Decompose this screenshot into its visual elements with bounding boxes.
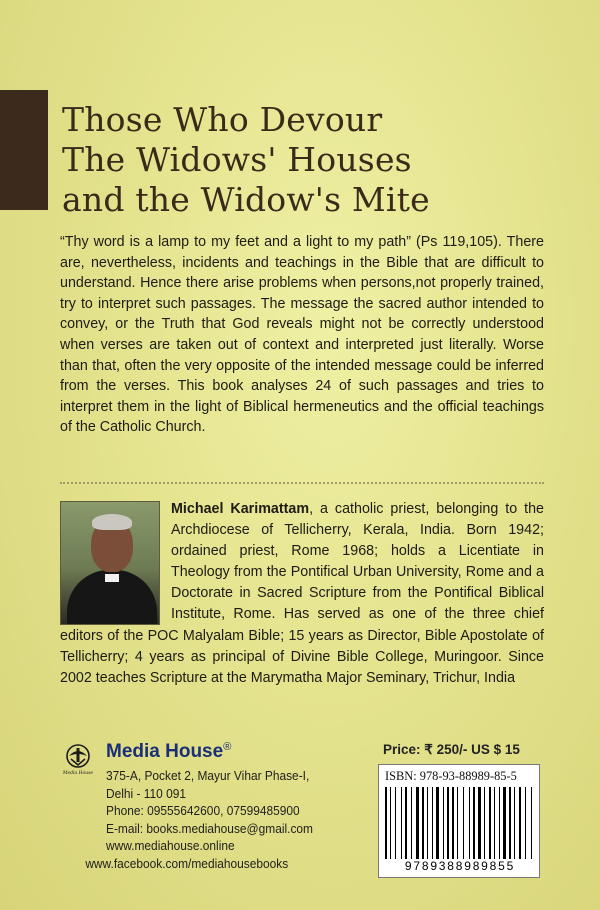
isbn-label: ISBN: 978-93-88989-85-5 [385, 769, 517, 783]
publisher-logo-icon [60, 740, 96, 776]
barcode-panel [378, 764, 540, 878]
publisher-address-2: Delhi - 110 091 [106, 786, 187, 801]
publisher-address-1: 375-A, Pocket 2, Mayur Vihar Phase-I, [106, 769, 310, 783]
publisher-logo-text: Media House [62, 771, 94, 776]
publisher-website: www.mediahouse.online [106, 839, 235, 854]
author-bio-text: , a catholic priest, belonging to the Archdiocese of Tellicherry, Kerala, India. Born 1942; ordained priest, Rome 1968; holds a Licentiate in Theology from the Pontifical Urban University, Rome and a Doctorate in Sacred Scripture from the Pontifical Biblical Institute, Rome. Has served as one of the three chief editors of the POC Malyalam Bible; 15 years as Director, Bible Apostolate of Tellicherry; 4 years as principal of Divine Bible College, Muringoor. Since 2002 teaches Scripture at the Marymatha Major Seminary, Trichur, India [60, 501, 544, 686]
price-label: Price: ₹ 250/- US $ 15 [383, 742, 520, 757]
registered-mark: ® [223, 741, 232, 753]
barcode-digits: 9789388989855 [381, 859, 539, 873]
title-line-1: Those Who Devour [62, 100, 383, 139]
publisher-contact [85, 768, 350, 874]
barcode [385, 787, 535, 861]
title-line-2: The Widows' Houses [62, 140, 412, 179]
book-blurb: “Thy word is a lamp to my feet and a light to my path” (Ps 119,105). There are, nevertheless, incidents and teachings in the Bible that are difficult to understand. Hence there arise problems when persons,not properly trained, try to interpret such passages. The message the sacred author intended to convey, or the Truth that God reveals might not be correctly understood when verses are taken out of context and interpreted just literally. Worse than that, often the very opposite of the intended message could be inferred from the verses. This book analyses 24 of such passages and tries to interpret them in the light of Biblical hermeneutics and the official teachings of the Catholic Church. [60, 234, 544, 436]
publisher-facebook: www.facebook.com/mediahousebooks [85, 856, 289, 871]
section-divider [60, 482, 544, 484]
publisher-phone: Phone: 09555642600, 07599485900 [106, 804, 300, 819]
publisher-email: E-mail: books.mediahouse@gmail.com [106, 821, 313, 836]
book-title [62, 100, 562, 220]
decorative-side-bar [0, 90, 48, 210]
author-name: Michael Karimattam [171, 501, 310, 517]
publisher-name: Media House® [106, 741, 232, 762]
title-line-3: and the Widow's Mite [62, 180, 430, 219]
author-bio [60, 499, 544, 689]
